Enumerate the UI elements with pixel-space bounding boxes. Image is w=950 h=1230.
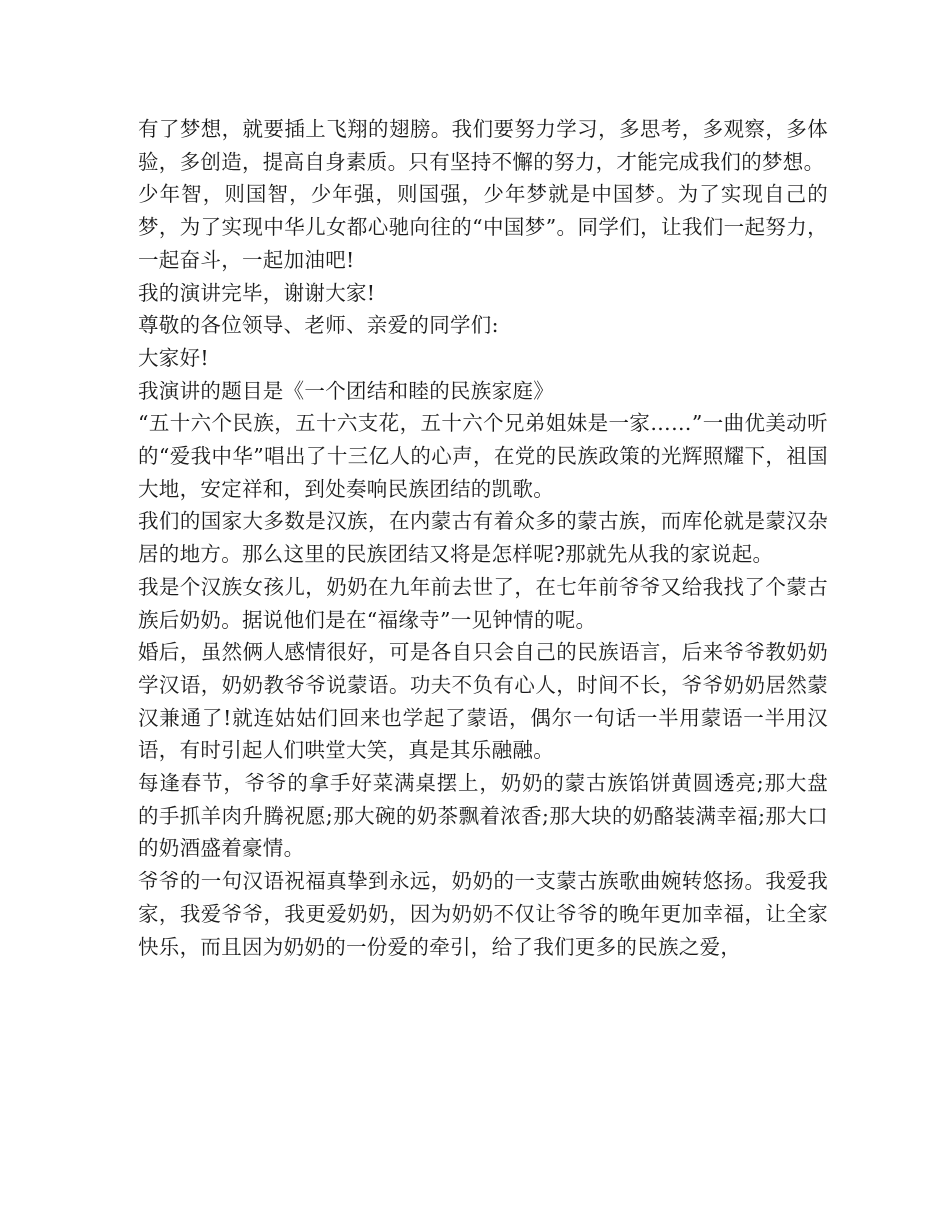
paragraph: 我是个汉族女孩儿，奶奶在九年前去世了，在七年前爷爷又给我找了个蒙古族后奶奶。据说他们是在“福缘寺”一见钟情的呢。 <box>138 574 828 632</box>
paragraph: 少年智，则国智，少年强，则国强，少年梦就是中国梦。为了实现自己的梦，为了实现中华儿女都心驰向往的“中国梦”。同学们，让我们一起努力，一起奋斗，一起加油吧! <box>138 182 828 272</box>
paragraph: 爷爷的一句汉语祝福真挚到永远，奶奶的一支蒙古族歌曲婉转悠扬。我爱我家，我爱爷爷，我更爱奶奶，因为奶奶不仅让爷爷的晚年更加幸福，让全家快乐，而且因为奶奶的一份爱的牵引，给了我们更多的民族之爱， <box>138 869 828 959</box>
paragraph: 每逢春节，爷爷的拿手好菜满桌摆上，奶奶的蒙古族馅饼黄圆透亮;那大盘的手抓羊肉升腾祝愿;那大碗的奶茶飘着浓香;那大块的奶酪装满幸福;那大口的奶酒盛着豪情。 <box>138 771 828 861</box>
paragraph: “五十六个民族，五十六支花，五十六个兄弟姐妹是一家……”一曲优美动听的“爱我中华”唱出了十三亿人的心声，在党的民族政策的光辉照耀下，祖国大地，安定祥和，到处奏响民族团结的凯歌。 <box>138 411 828 501</box>
paragraph: 大家好! <box>138 345 209 370</box>
paragraph: 我的演讲完毕，谢谢大家! <box>138 280 376 305</box>
paragraph: 尊敬的各位领导、老师、亲爱的同学们: <box>138 313 499 338</box>
paragraph: 婚后，虽然俩人感情很好，可是各自只会自己的民族语言，后来爷爷教奶奶学汉语，奶奶教爷爷说蒙语。功夫不负有心人，时间不长，爷爷奶奶居然蒙汉兼通了!就连姑姑们回来也学起了蒙语，偶尔一句话一半用蒙语一半用汉语，有时引起人们哄堂大笑，真是其乐融融。 <box>138 640 828 763</box>
paragraph: 有了梦想，就要插上飞翔的翅膀。我们要努力学习，多思考，多观察，多体验，多创造，提高自身素质。只有坚持不懈的努力，才能完成我们的梦想。 <box>138 117 828 174</box>
document-body <box>138 113 828 963</box>
paragraph: 我演讲的题目是《一个团结和睦的民族家庭》 <box>138 378 554 403</box>
paragraph: 我们的国家大多数是汉族，在内蒙古有着众多的蒙古族，而库伦就是蒙汉杂居的地方。那么这里的民族团结又将是怎样呢?那就先从我的家说起。 <box>138 509 828 567</box>
